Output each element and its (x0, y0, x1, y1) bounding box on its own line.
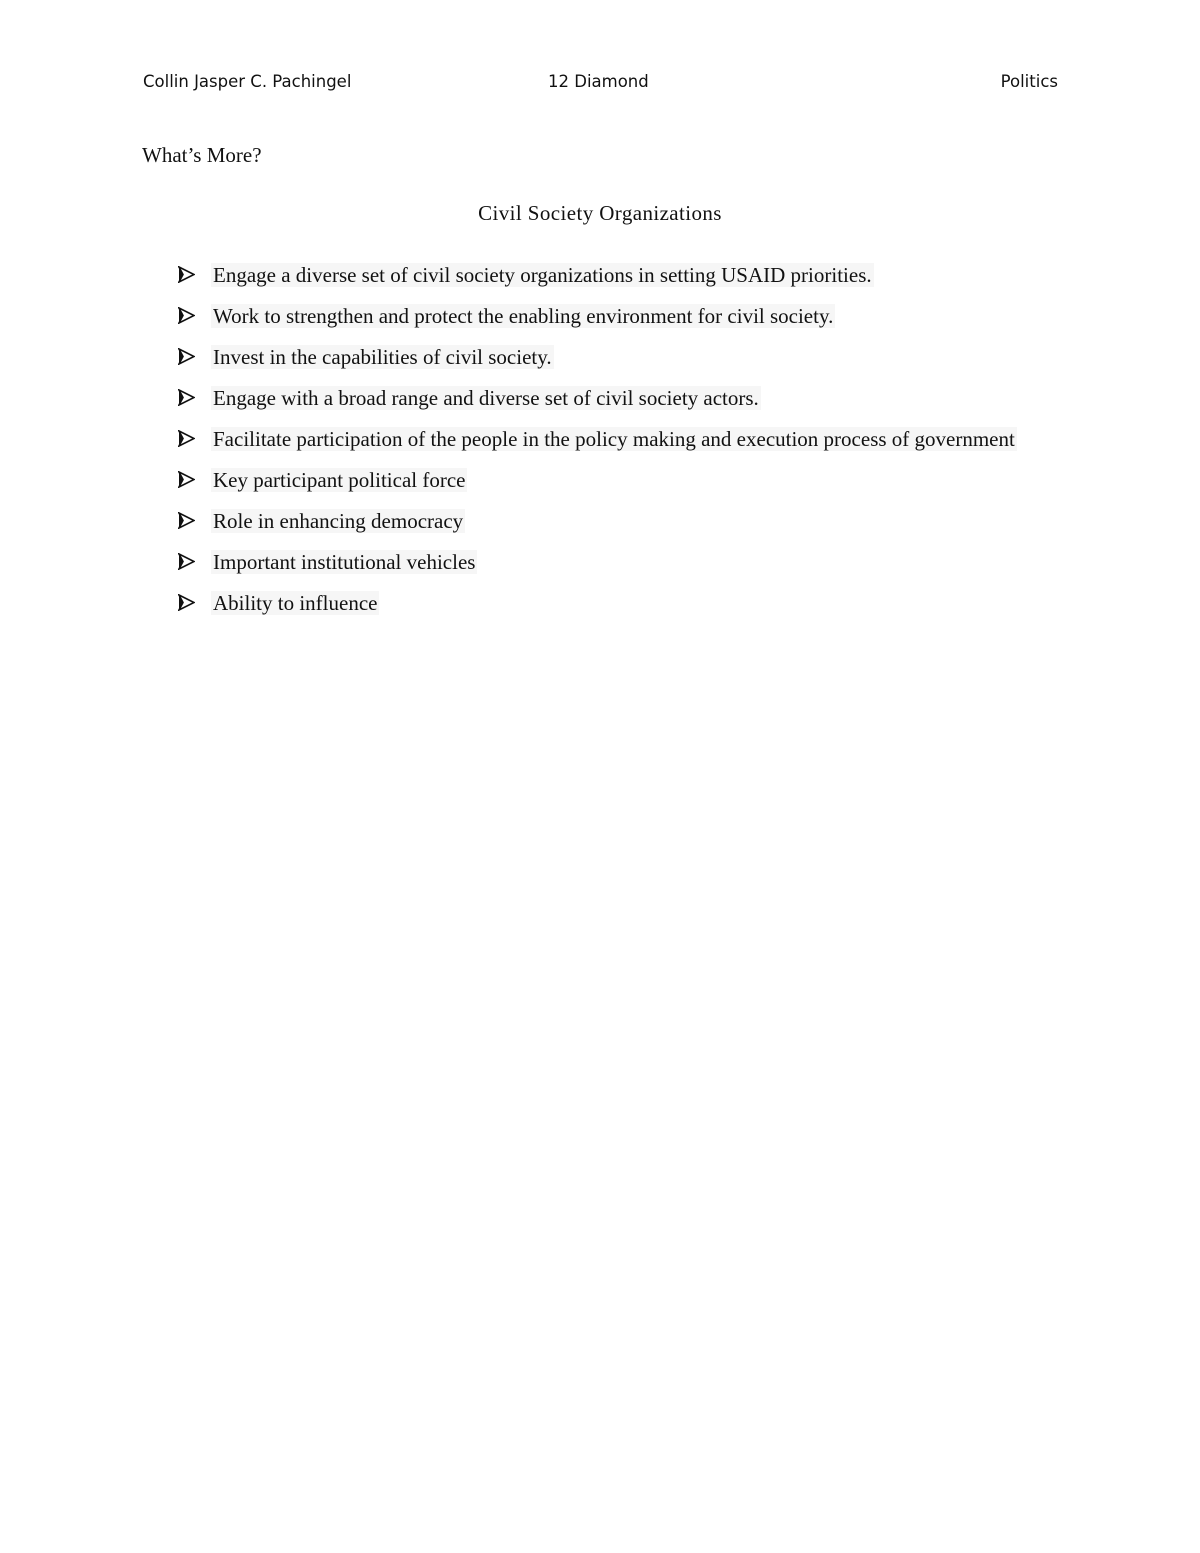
arrow-bullet-icon (176, 419, 198, 460)
list-item (176, 583, 1036, 624)
list-item (176, 255, 1036, 296)
list-item (176, 542, 1036, 583)
list-item-text: Key participant political force (213, 468, 466, 492)
list-item (176, 460, 1036, 501)
subject-name: Politics (1000, 72, 1058, 91)
document-title: Civil Society Organizations (478, 201, 722, 225)
list-item-text: Engage with a broad range and diverse set of civil society actors. (213, 386, 759, 410)
list-item (176, 501, 1036, 542)
list-item (176, 378, 1036, 419)
list-item (176, 419, 1036, 460)
list-item (176, 337, 1036, 378)
arrow-bullet-icon (176, 296, 198, 337)
list-item-text: Invest in the capabilities of civil society. (213, 345, 552, 369)
arrow-bullet-icon (176, 583, 198, 624)
arrow-bullet-icon (176, 337, 198, 378)
arrow-bullet-icon (176, 255, 198, 296)
list-item-text: Work to strengthen and protect the enabling environment for civil society. (213, 304, 834, 328)
list-item-text: Ability to influence (213, 591, 378, 615)
list-item-text: Role in enhancing democracy (213, 509, 464, 533)
list-item (176, 296, 1036, 337)
list-item-text: Facilitate participation of the people in the policy making and execution process of government (213, 427, 1015, 451)
student-name: Collin Jasper C. Pachingel (143, 72, 352, 91)
list-item-text: Engage a diverse set of civil society organizations in setting USAID priorities. (213, 263, 872, 287)
section-heading: What’s More? (142, 143, 262, 167)
class-section: 12 Diamond (548, 72, 649, 91)
document-header (143, 72, 1058, 98)
list-item-text: Important institutional vehicles (213, 550, 476, 574)
arrow-bullet-icon (176, 460, 198, 501)
arrow-bullet-icon (176, 542, 198, 583)
arrow-bullet-icon (176, 501, 198, 542)
bullet-list (176, 255, 1036, 624)
arrow-bullet-icon (176, 378, 198, 419)
